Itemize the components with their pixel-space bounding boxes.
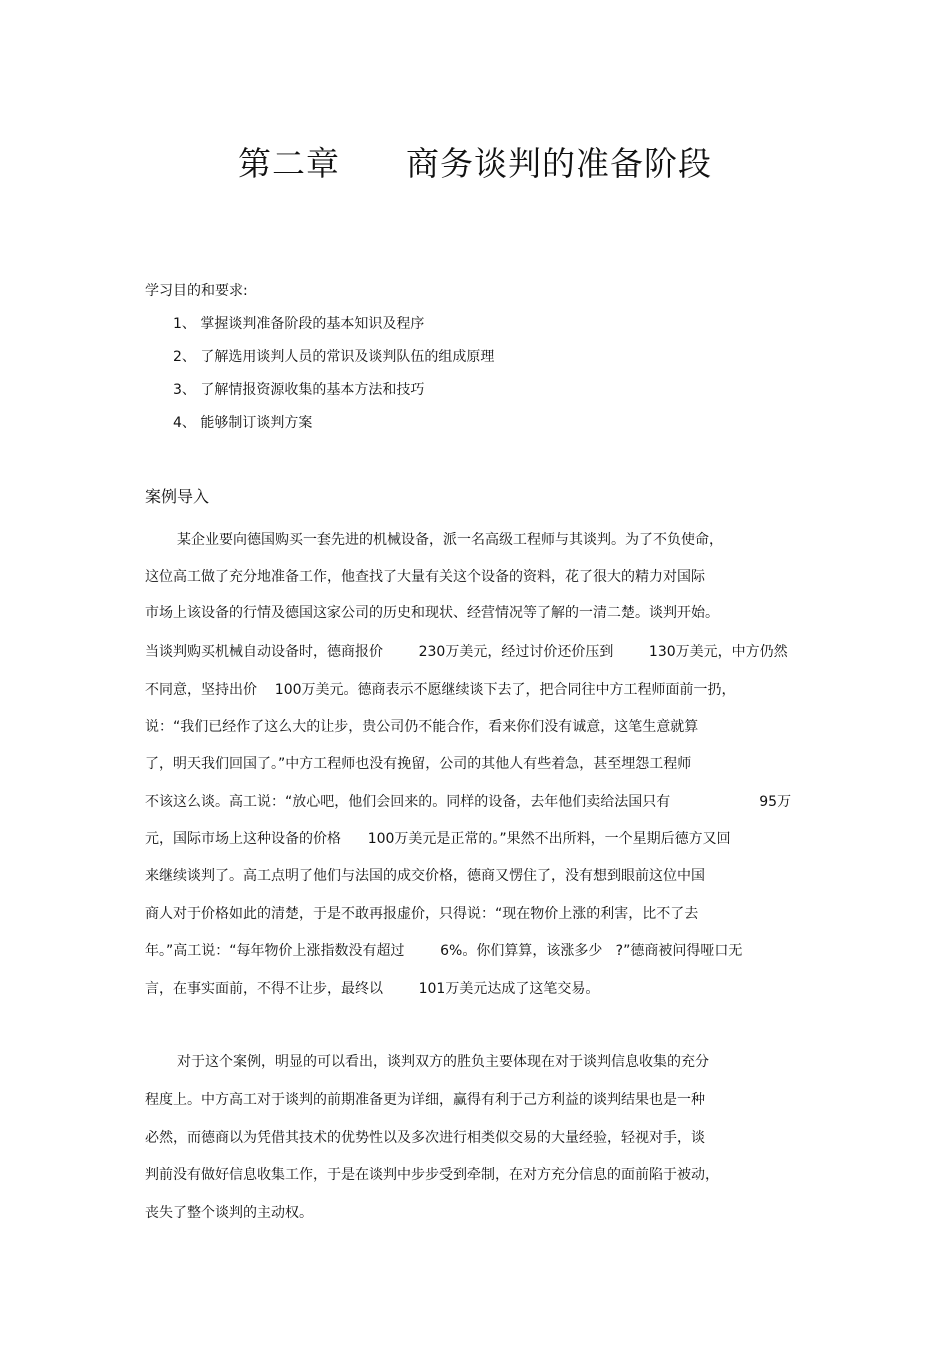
case-paragraph-line: 不该这么谈。高工说：“放心吧，他们会回来的。同样的设备，去年他们卖给法国只有 95万 (145, 794, 792, 810)
chapter-title (0, 138, 950, 185)
case-paragraph-line: 了，明天我们回国了。”中方工程师也没有挽留，公司的其他人有些着急，甚至埋怨工程师 (145, 756, 692, 772)
analysis-paragraph-line: 程度上。中方高工对于谈判的前期准备更为详细，赢得有利于己方利益的谈判结果也是一种 (145, 1092, 705, 1108)
objective-item: 4、 能够制订谈判方案 (173, 415, 313, 431)
case-paragraph-line: 市场上该设备的行情及德国这家公司的历史和现状、经营情况等了解的一清二楚。谈判开始。 (145, 605, 719, 621)
case-paragraph-line: 这位高工做了充分地准备工作，他查找了大量有关这个设备的资料，花了很大的精力对国际 (145, 569, 705, 585)
case-paragraph-line: 不同意，坚持出价 100万美元。德商表示不愿继续谈下去了，把合同往中方工程师面前一扔， (145, 682, 736, 698)
analysis-paragraph-line: 对于这个案例，明显的可以看出，谈判双方的胜负主要体现在对于谈判信息收集的充分 (177, 1054, 709, 1070)
analysis-paragraph-line: 判前没有做好信息收集工作，于是在谈判中步步受到牵制，在对方充分信息的面前陷于被动， (145, 1167, 719, 1183)
case-paragraph-line: 元，国际市场上这种设备的价格 100万美元是正常的。”果然不出所料，一个星期后德方又回 (145, 831, 731, 847)
case-paragraph-line: 商人对于价格如此的清楚，于是不敢再报虚价，只得说：“现在物价上涨的利害，比不了去 (145, 906, 699, 922)
chapter-name: 商务谈判的准备阶段 (406, 144, 712, 183)
objective-item: 2、 了解选用谈判人员的常识及谈判队伍的组成原理 (173, 349, 495, 365)
analysis-paragraph-line: 必然，而德商以为凭借其技术的优势性以及多次进行相类似交易的大量经验，轻视对手，谈 (145, 1130, 705, 1146)
case-paragraph-line: 年。”高工说：“每年物价上涨指数没有超过 6%。你们算算，该涨多少 ?”德商被问得哑口无 (145, 943, 743, 959)
objective-item: 1、 掌握谈判准备阶段的基本知识及程序 (173, 316, 425, 332)
objectives-label: 学习目的和要求: (145, 283, 248, 299)
case-paragraph-line: 说：“我们已经作了这么大的让步，贵公司仍不能合作，看来你们没有诚意，这笔生意就算 (145, 719, 699, 735)
chapter-number: 第二章 (238, 144, 340, 183)
case-paragraph-line: 言，在事实面前，不得不让步，最终以 101万美元达成了这笔交易。 (145, 981, 600, 997)
case-paragraph-line: 某企业要向德国购买一套先进的机械设备，派一名高级工程师与其谈判。为了不负使命， (177, 532, 723, 548)
case-paragraph-line: 当谈判购买机械自动设备时，德商报价 230万美元，经过讨价还价压到 130万美元，中方仍然 (145, 644, 788, 660)
analysis-paragraph-line: 丧失了整个谈判的主动权。 (145, 1205, 313, 1221)
case-paragraph-line: 来继续谈判了。高工点明了他们与法国的成交价格，德商又愣住了，没有想到眼前这位中国 (145, 868, 705, 884)
objective-item: 3、 了解情报资源收集的基本方法和技巧 (173, 382, 425, 398)
case-heading: 案例导入 (145, 487, 210, 506)
